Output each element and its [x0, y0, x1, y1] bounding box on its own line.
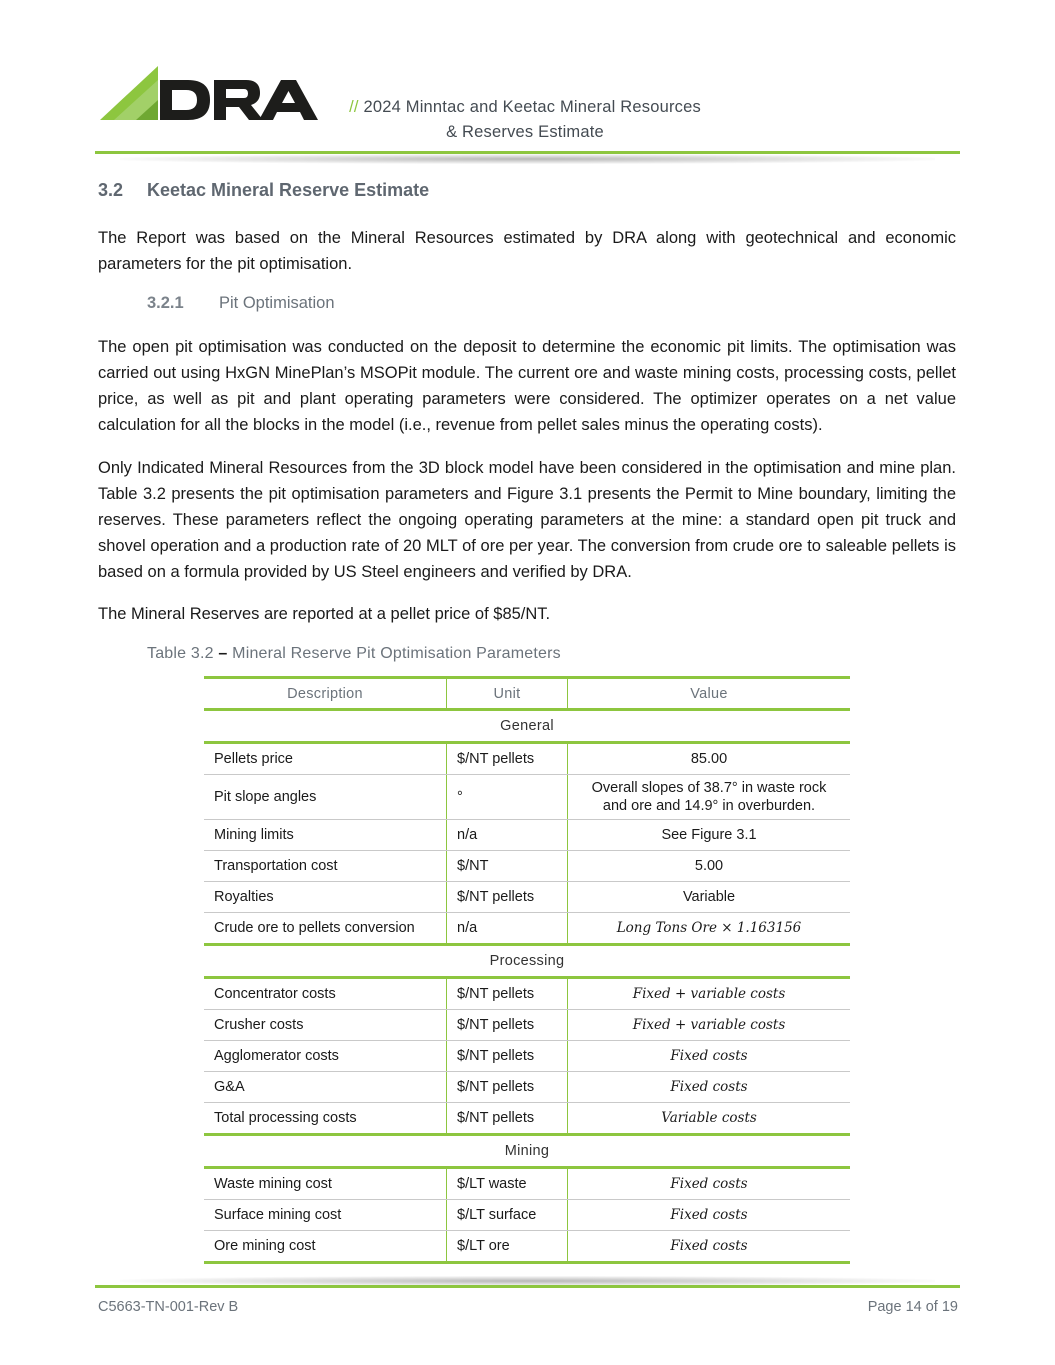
subsection-heading: [147, 294, 335, 313]
row-value: 5.00: [568, 851, 851, 882]
row-unit: $/NT pellets: [447, 1072, 568, 1103]
row-value: Fixed + variable costs: [568, 1010, 851, 1041]
row-description: Pit slope angles: [204, 775, 447, 820]
row-description: Ore mining cost: [204, 1231, 447, 1263]
section-row-processing: [204, 945, 850, 978]
section-label-general: General: [204, 710, 850, 743]
table-row: [204, 1010, 850, 1041]
section-row-general: [204, 710, 850, 743]
row-value: Fixed costs: [568, 1041, 851, 1072]
table-row: [204, 978, 850, 1010]
row-value: Fixed + variable costs: [568, 978, 851, 1010]
row-value: Fixed costs: [568, 1168, 851, 1200]
row-unit: $/LT ore: [447, 1231, 568, 1263]
row-value: 85.00: [568, 743, 851, 775]
page-header: [0, 0, 1055, 170]
row-value: Variable costs: [568, 1103, 851, 1135]
title-line-2: & Reserves Estimate: [446, 123, 604, 141]
row-value: Fixed costs: [568, 1231, 851, 1263]
row-value: Variable: [568, 882, 851, 913]
table-row: [204, 851, 850, 882]
row-description: Surface mining cost: [204, 1200, 447, 1231]
row-unit: $/NT: [447, 851, 568, 882]
header-rule-shadow: [120, 154, 935, 164]
row-unit: $/NT pellets: [447, 882, 568, 913]
paragraph-1-text: The open pit optimisation was conducted on the deposit to determine the economic pit limits. The optimisation was carried out using HxGN MinePlan’s MSOPit module. The current ore and waste mining costs, processing costs, pellet price, as well as pit and plant operating parameters were considered. The optimizer operates on a net value calculation for all the blocks in the model (i.e., revenue from pellet sales minus the operating costs).: [98, 338, 956, 434]
footer-rule: [95, 1285, 960, 1288]
intro-text: The Report was based on the Mineral Resources estimated by DRA along with geotechnical and economic parameters for the pit optimisation.: [98, 229, 956, 273]
document-id: C5663-TN-001-Rev B: [98, 1299, 239, 1315]
row-unit: n/a: [447, 913, 568, 945]
parameters-table: [204, 676, 850, 1264]
table-row: [204, 1072, 850, 1103]
table-row: [204, 1103, 850, 1135]
row-unit: $/NT pellets: [447, 743, 568, 775]
row-description: Agglomerator costs: [204, 1041, 447, 1072]
row-unit: $/LT surface: [447, 1200, 568, 1231]
section-heading: [98, 180, 429, 201]
paragraph-3-text: The Mineral Reserves are reported at a pellet price of $85/NT.: [98, 605, 551, 623]
caption-dash: –: [218, 645, 228, 662]
row-description: Total processing costs: [204, 1103, 447, 1135]
subsection-title: Pit Optimisation: [219, 294, 335, 312]
table-row: [204, 743, 850, 775]
row-description: Transportation cost: [204, 851, 447, 882]
intro-paragraph: [98, 225, 956, 277]
header-value: Value: [568, 678, 851, 710]
row-description: Royalties: [204, 882, 447, 913]
row-description: Crusher costs: [204, 1010, 447, 1041]
table-row: [204, 1041, 850, 1072]
row-unit: $/NT pellets: [447, 1010, 568, 1041]
caption-label: Table 3.2: [147, 645, 214, 662]
document-title: [330, 95, 720, 145]
title-line-1: 2024 Minntac and Keetac Mineral Resources: [363, 98, 701, 116]
row-unit: °: [447, 775, 568, 820]
row-unit: $/NT pellets: [447, 978, 568, 1010]
section-label-processing: Processing: [204, 945, 850, 978]
section-row-mining: [204, 1135, 850, 1168]
table-row: [204, 1200, 850, 1231]
row-unit: $/NT pellets: [447, 1103, 568, 1135]
row-description: Crude ore to pellets conversion: [204, 913, 447, 945]
table-row: [204, 913, 850, 945]
row-unit: $/LT waste: [447, 1168, 568, 1200]
header-unit: Unit: [447, 678, 568, 710]
table-caption: [147, 645, 561, 663]
caption-title: Mineral Reserve Pit Optimisation Parameters: [232, 645, 561, 662]
table-row: [204, 1168, 850, 1200]
table-row: [204, 1231, 850, 1263]
paragraph-2-text: Only Indicated Mineral Resources from the 3D block model have been considered in the optimisation and mine plan. Table 3.2 presents the pit optimisation parameters and Figure 3.1 presents the Permit to Mine boundary, limiting the reserves. These parameters reflect the ongoing operating parameters at the mine: a standard open pit truck and shovel operation and a production rate of 20 MLT of ore per year. The conversion from crude ore to saleable pellets is based on a formula provided by US Steel engineers and verified by DRA.: [98, 459, 956, 581]
section-number: 3.2: [98, 180, 124, 200]
row-description: Mining limits: [204, 820, 447, 851]
paragraph-1: [98, 334, 956, 438]
row-description: Concentrator costs: [204, 978, 447, 1010]
paragraph-3: [98, 601, 956, 627]
dra-logo: [100, 66, 318, 122]
row-value: See Figure 3.1: [568, 820, 851, 851]
table-header-row: [204, 678, 850, 710]
row-unit: $/NT pellets: [447, 1041, 568, 1072]
row-description: Waste mining cost: [204, 1168, 447, 1200]
paragraph-2: [98, 455, 956, 585]
row-description: Pellets price: [204, 743, 447, 775]
section-label-mining: Mining: [204, 1135, 850, 1168]
table-row: [204, 882, 850, 913]
row-value: Fixed costs: [568, 1072, 851, 1103]
row-value: Overall slopes of 38.7° in waste rock and ore and 14.9° in overburden.: [568, 775, 851, 820]
row-description: G&A: [204, 1072, 447, 1103]
table-row: [204, 775, 850, 820]
row-value-formula: Long Tons Ore × 1.163156: [568, 913, 851, 945]
header-description: Description: [204, 678, 447, 710]
title-slashes: //: [349, 98, 359, 116]
page-number: Page 14 of 19: [867, 1299, 958, 1315]
row-value: Fixed costs: [568, 1200, 851, 1231]
table-row: [204, 820, 850, 851]
section-title: Keetac Mineral Reserve Estimate: [147, 180, 430, 200]
subsection-number: 3.2.1: [147, 294, 184, 312]
row-unit: n/a: [447, 820, 568, 851]
